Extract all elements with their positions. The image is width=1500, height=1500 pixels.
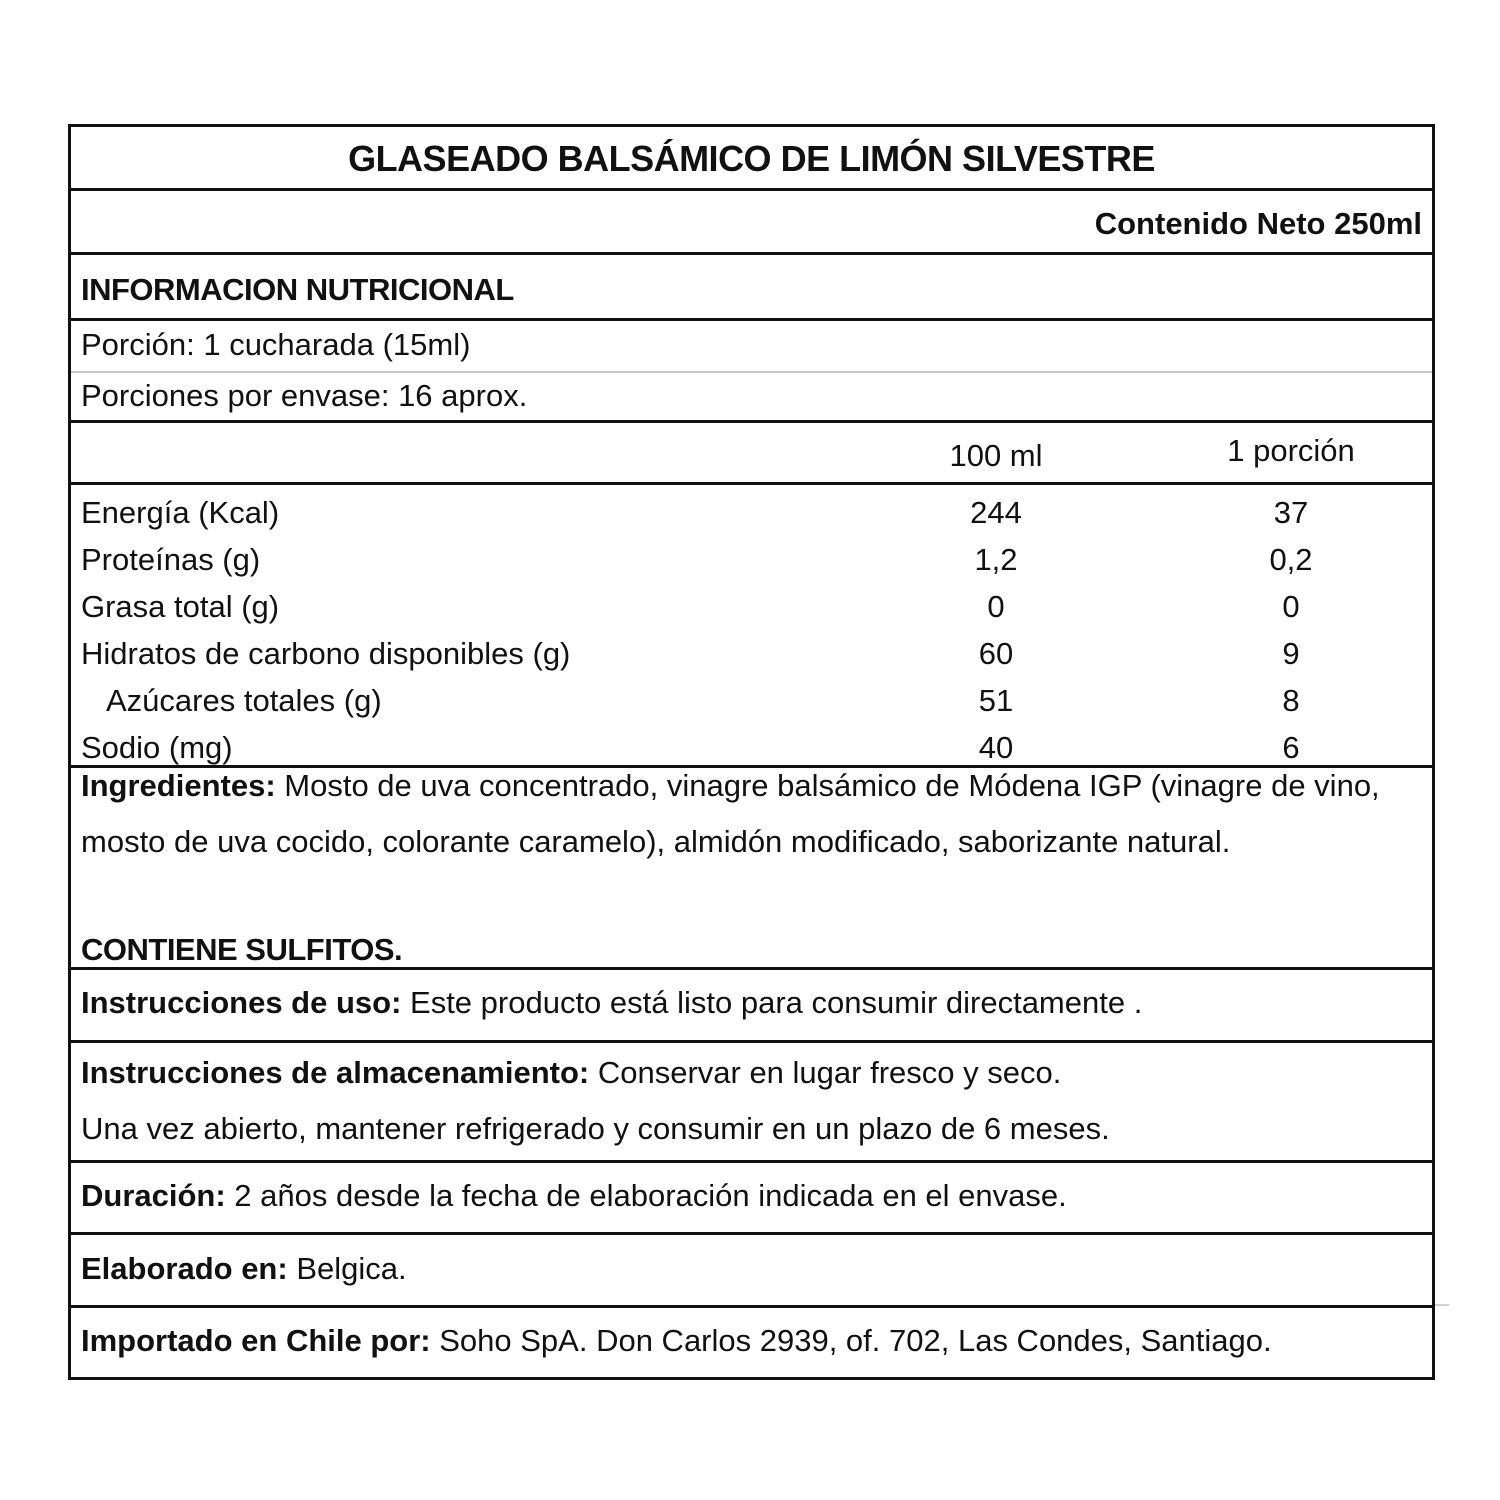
- ingredients-list: Mosto de uva concentrado, vinagre balsámico de Módena IGP (vinagre de vino, mosto de uva cocido, colorante caramelo), almidón modificado, saborizante natural.: [81, 768, 1380, 859]
- storage-text-line2: Una vez abierto, mantener refrigerado y consumir en un plazo de 6 meses.: [81, 1111, 1110, 1146]
- shelf-life-text: [81, 1180, 1067, 1211]
- origin-section: [71, 1235, 1432, 1308]
- nutrient-name: Proteínas (g): [81, 542, 261, 577]
- nutrient-name: Azúcares totales (g): [106, 683, 382, 718]
- usage-label: Instrucciones de uso:: [81, 985, 402, 1020]
- nutrition-heading: INFORMACION NUTRICIONAL: [81, 272, 514, 307]
- servings-per-container-row: [71, 373, 1432, 423]
- stray-divider-mark: [1435, 1304, 1449, 1306]
- nutrient-name: Sodio (mg): [81, 730, 233, 765]
- usage-text: [81, 987, 1142, 1018]
- importer-value: Soho SpA. Don Carlos 2939, of. 702, Las Condes, Santiago.: [430, 1323, 1272, 1358]
- nutrient-name: Energía (Kcal): [81, 495, 280, 530]
- nutrient-name: Hidratos de carbono disponibles (g): [81, 636, 571, 671]
- serving-size-row: [71, 321, 1432, 373]
- importer-text: [81, 1325, 1272, 1356]
- importer-section: [71, 1308, 1432, 1377]
- nutrient-row: [71, 681, 1432, 728]
- nutrient-value-100ml: 1,2: [974, 542, 1018, 577]
- serving-size: Porción: 1 cucharada (15ml): [81, 327, 471, 362]
- nutrient-value-per-serving: 0: [1282, 589, 1300, 624]
- ingredients-section: [71, 768, 1432, 970]
- nutrient-value-100ml: 60: [978, 636, 1014, 671]
- nutrient-row: [71, 540, 1432, 587]
- nutrient-row: [71, 634, 1432, 681]
- origin-value: Belgica.: [287, 1251, 407, 1286]
- storage-text-line1: [81, 1057, 1061, 1088]
- nutrient-name: Grasa total (g): [81, 589, 280, 624]
- nutrient-value-100ml: 0: [987, 589, 1005, 624]
- shelf-life-value: 2 años desde la fecha de elaboración indicada en el envase.: [225, 1178, 1067, 1213]
- usage-section: [71, 970, 1432, 1043]
- nutrient-value-per-serving: 8: [1282, 683, 1300, 718]
- nutrition-column-headers: [71, 423, 1432, 485]
- nutrient-value-per-serving: 6: [1282, 730, 1300, 765]
- net-content-row: [71, 191, 1432, 255]
- origin-text: [81, 1253, 407, 1284]
- nutrition-heading-row: [71, 255, 1432, 321]
- nutrient-table: [71, 485, 1432, 768]
- servings-per-container: Porciones por envase: 16 aprox.: [81, 378, 528, 413]
- importer-label: Importado en Chile por:: [81, 1323, 431, 1358]
- nutrient-value-per-serving: 0,2: [1269, 542, 1313, 577]
- nutrient-value-100ml: 51: [978, 683, 1014, 718]
- ingredients-label: Ingredientes:: [81, 768, 276, 803]
- usage-instructions: Este producto está listo para consumir directamente .: [401, 985, 1143, 1020]
- net-content: Contenido Neto 250ml: [1094, 206, 1422, 241]
- nutrient-value-100ml: 40: [978, 730, 1014, 765]
- title-row: [71, 127, 1432, 191]
- storage-label: Instrucciones de almacenamiento:: [81, 1055, 590, 1090]
- nutrient-row: [71, 587, 1432, 634]
- nutrient-value-100ml: 244: [970, 495, 1022, 530]
- origin-label: Elaborado en:: [81, 1251, 288, 1286]
- shelf-life-label: Duración:: [81, 1178, 226, 1213]
- ingredients-text: [81, 758, 1420, 870]
- storage-instructions: Conservar en lugar fresco y seco.: [589, 1055, 1062, 1090]
- nutrient-row: [71, 493, 1432, 540]
- column-header-per-serving: 1 porción: [1227, 433, 1355, 468]
- shelf-life-section: [71, 1163, 1432, 1235]
- allergen-warning: CONTIENE SULFITOS.: [81, 932, 403, 967]
- nutrient-value-per-serving: 9: [1282, 636, 1300, 671]
- storage-section: [71, 1043, 1432, 1163]
- nutrient-value-per-serving: 37: [1273, 495, 1309, 530]
- nutrition-label: [68, 124, 1435, 1380]
- product-title: GLASEADO BALSÁMICO DE LIMÓN SILVESTRE: [348, 138, 1155, 179]
- column-header-100ml: 100 ml: [949, 438, 1043, 473]
